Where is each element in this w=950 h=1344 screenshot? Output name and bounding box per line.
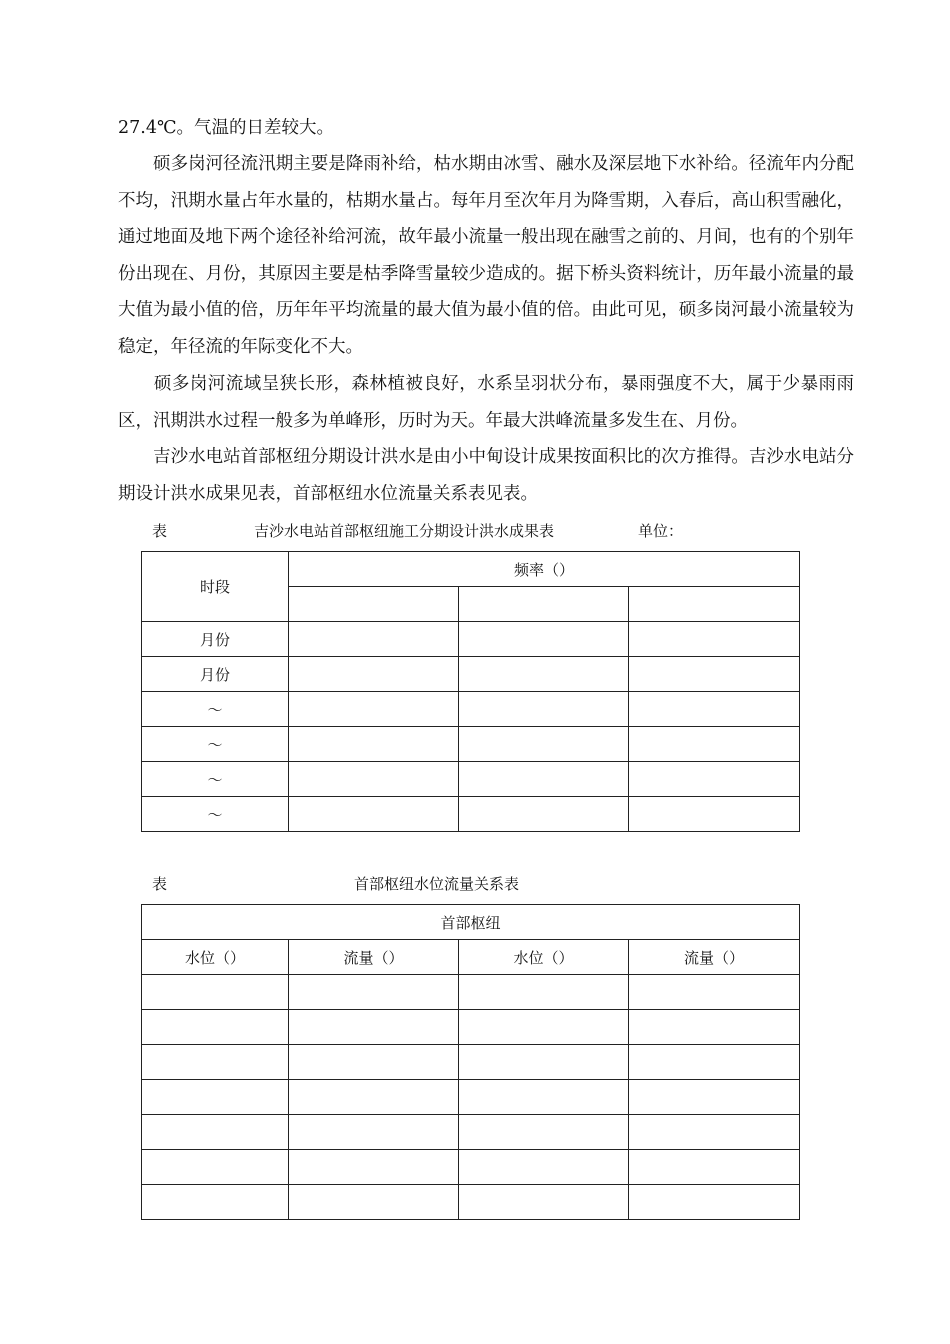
header-frequency: 频率（） [289, 552, 800, 587]
table-cell [142, 975, 289, 1010]
table-cell [142, 1115, 289, 1150]
table-cell [289, 657, 459, 692]
paragraph-3: 硕多岗河流域呈狭长形，森林植被良好，水系呈羽状分布，暴雨强度不大，属于少暴雨雨区，汛期洪水过程一般多为单峰形，历时为天。年最大洪峰流量多发生在、月份。 [118, 374, 854, 431]
table-cell [289, 587, 459, 622]
table-cell [289, 1010, 459, 1045]
row-label: ～ [142, 797, 289, 832]
table-row [142, 1185, 800, 1220]
table-cell [459, 1045, 629, 1080]
table-cell [629, 587, 800, 622]
table-cell [459, 762, 629, 797]
table-cell [629, 692, 800, 727]
table-row [142, 762, 800, 797]
table-cell [459, 1080, 629, 1115]
table-cell [629, 1045, 800, 1080]
table1-caption-prefix: 表 [152, 522, 168, 540]
table-cell [142, 1010, 289, 1045]
table-cell [629, 797, 800, 832]
table-cell [629, 622, 800, 657]
table-cell [459, 1150, 629, 1185]
table-cell [459, 692, 629, 727]
table1-unit-label: 单位： [638, 522, 684, 540]
row-label: ～ [142, 727, 289, 762]
table2-title: 首部枢纽水位流量关系表 [354, 875, 520, 893]
table-cell [142, 1150, 289, 1185]
table-cell [629, 1150, 800, 1185]
table-cell [459, 797, 629, 832]
header-main: 首部枢纽 [142, 905, 800, 940]
table-cell [142, 1185, 289, 1220]
table2-caption-prefix: 表 [152, 875, 168, 893]
table-row [142, 1115, 800, 1150]
table-cell [629, 727, 800, 762]
table-cell [629, 975, 800, 1010]
table-cell [459, 975, 629, 1010]
table-cell [629, 762, 800, 797]
row-label: 月份 [142, 622, 289, 657]
paragraph-1: 27.4℃。气温的日差较大。 [118, 118, 335, 138]
table-row [142, 622, 800, 657]
table-cell [289, 1150, 459, 1185]
table-cell [459, 727, 629, 762]
flood-design-table [141, 551, 800, 832]
table-cell [289, 727, 459, 762]
table-cell [289, 1185, 459, 1220]
stage-discharge-table [141, 904, 800, 1220]
table-cell [629, 1010, 800, 1045]
table-cell [142, 1045, 289, 1080]
table-row [142, 1150, 800, 1185]
table-row [142, 975, 800, 1010]
header-period: 时段 [142, 552, 289, 622]
table-cell [289, 1115, 459, 1150]
table-cell [629, 1115, 800, 1150]
table-cell [289, 622, 459, 657]
table-row [142, 727, 800, 762]
row-label: ～ [142, 762, 289, 797]
table-row [142, 1010, 800, 1045]
table-cell [459, 1010, 629, 1045]
paragraph-2: 硕多岗河径流汛期主要是降雨补给，枯水期由冰雪、融水及深层地下水补给。径流年内分配不均，汛期水量占年水量的，枯期水量占。每年月至次年月为降雪期，入春后，高山积雪融化，通过地面及地下两个途径补给河流，故年最小流量一般出现在融雪之前的、月间，也有的个别年份出现在、月份，其原因主要是枯季降雪量较少造成的。据下桥头资料统计，历年最小流量的最大值为最小值的倍，历年年平均流量的最大值为最小值的倍。由此可见，硕多岗河最小流量较为稳定，年径流的年际变化不大。 [118, 154, 854, 357]
table-cell [629, 1185, 800, 1220]
table-cell [289, 692, 459, 727]
table1-title: 吉沙水电站首部枢纽施工分期设计洪水成果表 [254, 522, 555, 540]
table-row [142, 657, 800, 692]
column-header-discharge: 流量（） [629, 940, 800, 975]
table-cell [629, 657, 800, 692]
table-cell [289, 797, 459, 832]
table-row [142, 1080, 800, 1115]
table-cell [459, 622, 629, 657]
table-cell [459, 1115, 629, 1150]
paragraph-4: 吉沙水电站首部枢纽分期设计洪水是由小中甸设计成果按面积比的次方推得。吉沙水电站分期设计洪水成果见表，首部枢纽水位流量关系表见表。 [118, 447, 854, 504]
column-header-water-level: 水位（） [459, 940, 629, 975]
column-header-water-level: 水位（） [142, 940, 289, 975]
table-cell [289, 1045, 459, 1080]
column-header-discharge: 流量（） [289, 940, 459, 975]
table-row [142, 1045, 800, 1080]
table-cell [459, 1185, 629, 1220]
table-cell [629, 1080, 800, 1115]
table-cell [289, 975, 459, 1010]
table-cell [459, 657, 629, 692]
table-cell [142, 1080, 289, 1115]
row-label: 月份 [142, 657, 289, 692]
table-cell [459, 587, 629, 622]
row-label: ～ [142, 692, 289, 727]
table-cell [289, 1080, 459, 1115]
table-row [142, 797, 800, 832]
table-row [142, 692, 800, 727]
table-cell [289, 762, 459, 797]
